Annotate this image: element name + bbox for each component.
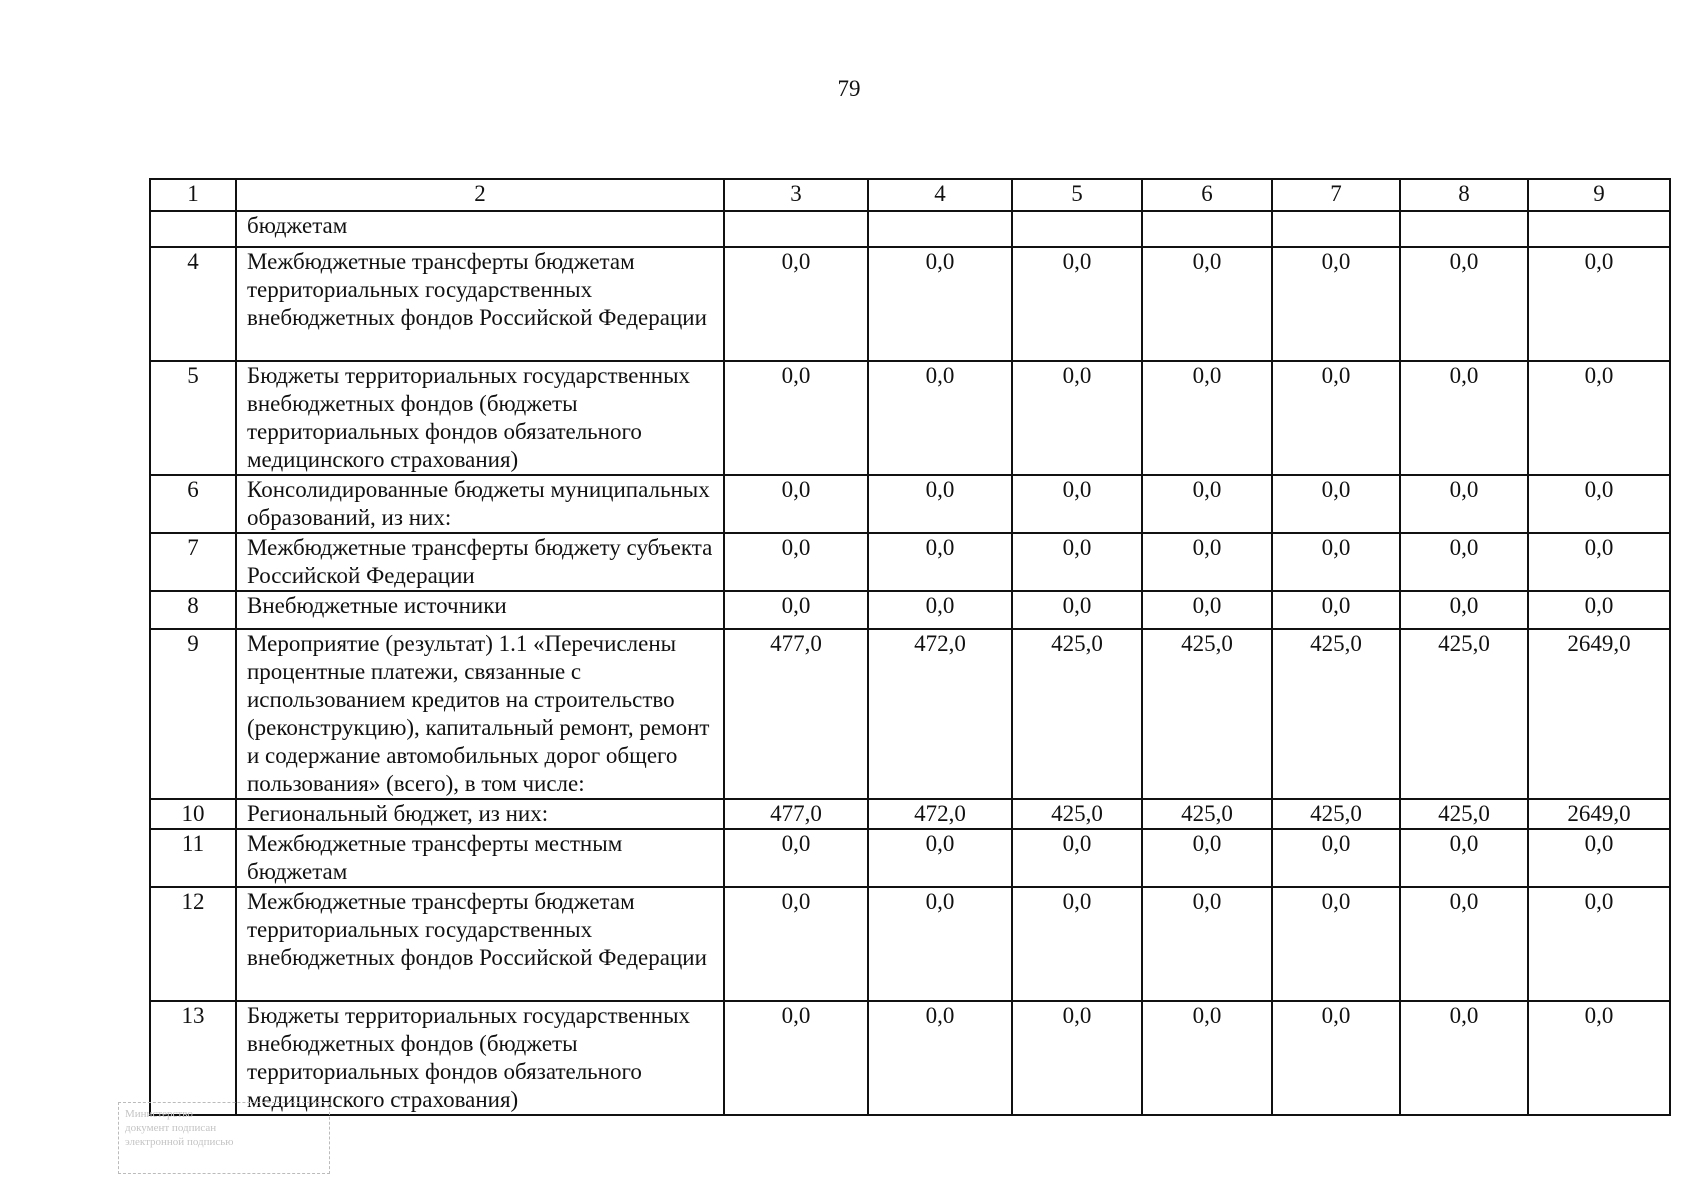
- value-cell: 0,0: [1400, 1001, 1528, 1115]
- value-cell: 0,0: [1272, 475, 1400, 533]
- value-cell: 425,0: [1142, 629, 1272, 799]
- row-number: 4: [150, 247, 236, 361]
- value-cell: 472,0: [868, 799, 1012, 829]
- value-cell: [868, 211, 1012, 247]
- row-name: Межбюджетные трансферты бюджету субъекта Российской Федерации: [236, 533, 724, 591]
- value-cell: 0,0: [1400, 533, 1528, 591]
- value-cell: 0,0: [1528, 361, 1670, 475]
- table-row: [150, 211, 1670, 247]
- value-cell: 0,0: [1012, 475, 1142, 533]
- header-cell: 1: [150, 179, 236, 211]
- value-cell: 0,0: [1528, 887, 1670, 1001]
- value-cell: [1528, 211, 1670, 247]
- value-cell: 0,0: [1528, 247, 1670, 361]
- row-name: Внебюджетные источники: [236, 591, 724, 629]
- table-row: [150, 475, 1670, 533]
- row-number: 6: [150, 475, 236, 533]
- value-cell: 0,0: [1272, 1001, 1400, 1115]
- header-cell: 3: [724, 179, 868, 211]
- value-cell: 0,0: [1400, 361, 1528, 475]
- value-cell: 0,0: [1528, 533, 1670, 591]
- stamp-line: документ подписан: [125, 1122, 217, 1134]
- row-number: 12: [150, 887, 236, 1001]
- value-cell: 0,0: [1400, 475, 1528, 533]
- header-cell: 2: [236, 179, 724, 211]
- table-body: [150, 179, 1670, 1115]
- table-row: [150, 361, 1670, 475]
- row-name: Региональный бюджет, из них:: [236, 799, 724, 829]
- row-name: Межбюджетные трансферты бюджетам территориальных государственных внебюджетных фондов Российской Федерации: [236, 887, 724, 1001]
- value-cell: 0,0: [724, 591, 868, 629]
- row-number: 5: [150, 361, 236, 475]
- value-cell: 477,0: [724, 799, 868, 829]
- faded-stamp: [118, 1102, 330, 1174]
- value-cell: 0,0: [1012, 361, 1142, 475]
- stamp-line: электронной подписью: [125, 1136, 234, 1148]
- value-cell: 425,0: [1012, 629, 1142, 799]
- budget-table: [149, 178, 1671, 1116]
- table-row: [150, 799, 1670, 829]
- value-cell: 425,0: [1142, 799, 1272, 829]
- row-name: Бюджеты территориальных государственных внебюджетных фондов (бюджеты территориальных фондов обязательного медицинского страхования): [236, 361, 724, 475]
- row-number: 11: [150, 829, 236, 887]
- table-row: [150, 829, 1670, 887]
- value-cell: 0,0: [1272, 247, 1400, 361]
- value-cell: 0,0: [724, 887, 868, 1001]
- value-cell: 0,0: [1142, 1001, 1272, 1115]
- value-cell: 2649,0: [1528, 799, 1670, 829]
- row-name: бюджетам: [236, 211, 724, 247]
- value-cell: [724, 211, 868, 247]
- row-number: 7: [150, 533, 236, 591]
- row-name: Межбюджетные трансферты бюджетам территориальных государственных внебюджетных фондов Российской Федерации: [236, 247, 724, 361]
- value-cell: 0,0: [1400, 887, 1528, 1001]
- value-cell: 0,0: [724, 475, 868, 533]
- value-cell: 0,0: [1142, 361, 1272, 475]
- value-cell: 0,0: [1012, 591, 1142, 629]
- header-cell: 5: [1012, 179, 1142, 211]
- value-cell: 0,0: [868, 247, 1012, 361]
- value-cell: 0,0: [1400, 591, 1528, 629]
- value-cell: 0,0: [1142, 247, 1272, 361]
- row-name: Консолидированные бюджеты муниципальных образований, из них:: [236, 475, 724, 533]
- value-cell: 0,0: [1272, 887, 1400, 1001]
- row-name: Мероприятие (результат) 1.1 «Перечислены процентные платежи, связанные с использованием кредитов на строительство (реконструкцию), капитальный ремонт, ремонт и содержание автомобильных дорог общего пользования» (всего), в том числе:: [236, 629, 724, 799]
- value-cell: 0,0: [1142, 887, 1272, 1001]
- value-cell: 472,0: [868, 629, 1012, 799]
- value-cell: 425,0: [1272, 629, 1400, 799]
- row-number: 9: [150, 629, 236, 799]
- table-row: [150, 247, 1670, 361]
- header-cell: 8: [1400, 179, 1528, 211]
- value-cell: 0,0: [1528, 591, 1670, 629]
- value-cell: 0,0: [1012, 247, 1142, 361]
- table-row: [150, 591, 1670, 629]
- value-cell: 477,0: [724, 629, 868, 799]
- value-cell: 0,0: [724, 1001, 868, 1115]
- value-cell: 0,0: [868, 361, 1012, 475]
- value-cell: 425,0: [1012, 799, 1142, 829]
- table-row: [150, 629, 1670, 799]
- value-cell: 0,0: [1528, 1001, 1670, 1115]
- value-cell: 0,0: [1012, 533, 1142, 591]
- value-cell: 0,0: [724, 533, 868, 591]
- value-cell: [1142, 211, 1272, 247]
- row-number: 8: [150, 591, 236, 629]
- value-cell: 0,0: [724, 361, 868, 475]
- header-cell: 6: [1142, 179, 1272, 211]
- header-row: [150, 179, 1670, 211]
- table-row: [150, 1001, 1670, 1115]
- row-number: 13: [150, 1001, 236, 1115]
- value-cell: 0,0: [1142, 829, 1272, 887]
- value-cell: 0,0: [868, 533, 1012, 591]
- header-cell: 4: [868, 179, 1012, 211]
- value-cell: 425,0: [1272, 799, 1400, 829]
- value-cell: 425,0: [1400, 799, 1528, 829]
- row-number: [150, 211, 236, 247]
- value-cell: 0,0: [1400, 247, 1528, 361]
- value-cell: [1272, 211, 1400, 247]
- value-cell: 0,0: [1142, 533, 1272, 591]
- stamp-line: Министерство: [125, 1108, 193, 1120]
- row-number: 10: [150, 799, 236, 829]
- row-name: Межбюджетные трансферты местным бюджетам: [236, 829, 724, 887]
- value-cell: 0,0: [1012, 1001, 1142, 1115]
- value-cell: [1012, 211, 1142, 247]
- header-cell: 9: [1528, 179, 1670, 211]
- value-cell: 425,0: [1400, 629, 1528, 799]
- table-row: [150, 887, 1670, 1001]
- row-name: Бюджеты территориальных государственных внебюджетных фондов (бюджеты территориальных фондов обязательного медицинского страхования): [236, 1001, 724, 1115]
- value-cell: 0,0: [868, 475, 1012, 533]
- value-cell: 0,0: [1400, 829, 1528, 887]
- value-cell: 0,0: [1272, 533, 1400, 591]
- table-row: [150, 533, 1670, 591]
- value-cell: [1400, 211, 1528, 247]
- value-cell: 0,0: [1272, 591, 1400, 629]
- value-cell: 0,0: [724, 247, 868, 361]
- page-number: 79: [837, 76, 861, 101]
- header-cell: 7: [1272, 179, 1400, 211]
- value-cell: 0,0: [1272, 361, 1400, 475]
- value-cell: 0,0: [1528, 829, 1670, 887]
- value-cell: 0,0: [1142, 475, 1272, 533]
- value-cell: 0,0: [1528, 475, 1670, 533]
- value-cell: 0,0: [868, 591, 1012, 629]
- value-cell: 0,0: [1272, 829, 1400, 887]
- value-cell: 0,0: [724, 829, 868, 887]
- value-cell: 0,0: [868, 1001, 1012, 1115]
- value-cell: 0,0: [1142, 591, 1272, 629]
- value-cell: 0,0: [1012, 829, 1142, 887]
- value-cell: 2649,0: [1528, 629, 1670, 799]
- value-cell: 0,0: [868, 887, 1012, 1001]
- value-cell: 0,0: [868, 829, 1012, 887]
- value-cell: 0,0: [1012, 887, 1142, 1001]
